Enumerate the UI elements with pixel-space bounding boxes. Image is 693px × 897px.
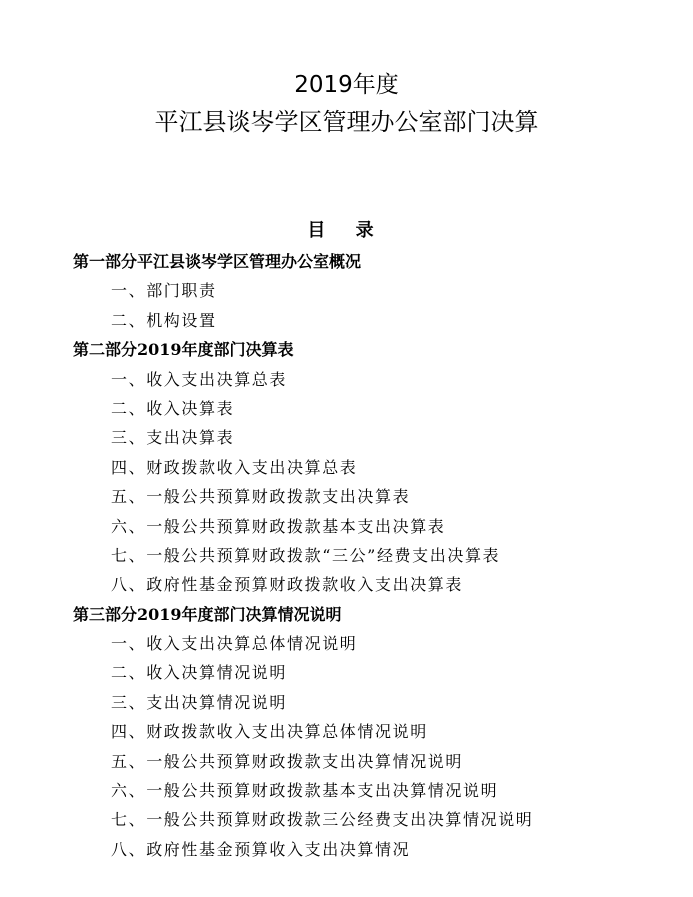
toc-item: 一、收入支出决算总表 (111, 369, 288, 389)
toc-item: 八、政府性基金预算财政拨款收入支出决算表 (111, 575, 464, 595)
toc-item: 二、收入决算情况说明 (111, 663, 288, 683)
toc-item: 六、一般公共预算财政拨款基本支出决算表 (111, 516, 446, 536)
toc-item: 八、政府性基金预算收入支出决算情况 (111, 839, 411, 859)
toc-item: 四、财政拨款收入支出决算总表 (111, 457, 358, 477)
toc-item: 三、支出决算表 (111, 428, 235, 448)
toc-part-2: 第二部分2019年度部门决算表 (73, 340, 294, 360)
table-of-contents (0, 247, 693, 864)
toc-item: 二、机构设置 (111, 310, 217, 330)
toc-part-1: 第一部分平江县谈岑学区管理办公室概况 (73, 252, 362, 271)
document-title: 平江县谈岑学区管理办公室部门决算 (154, 108, 539, 136)
toc-part-3: 第三部分2019年度部门决算情况说明 (73, 604, 342, 624)
toc-item: 五、一般公共预算财政拨款支出决算表 (111, 487, 411, 507)
toc-item: 四、财政拨款收入支出决算总体情况说明 (111, 722, 428, 742)
document-title-year: 2019年度 (294, 72, 399, 98)
toc-item: 五、一般公共预算财政拨款支出决算情况说明 (111, 751, 464, 771)
toc-item: 一、收入支出决算总体情况说明 (111, 634, 358, 654)
toc-item: 二、收入决算表 (111, 398, 235, 418)
toc-item: 三、支出决算情况说明 (111, 692, 288, 712)
toc-item: 一、部门职责 (111, 281, 217, 301)
toc-heading: 目 录 (307, 220, 386, 241)
toc-item: 七、一般公共预算财政拨款三公经费支出决算情况说明 (111, 810, 534, 830)
toc-item: 七、一般公共预算财政拨款“三公”经费支出决算表 (111, 545, 501, 565)
toc-item: 六、一般公共预算财政拨款基本支出决算情况说明 (111, 781, 499, 801)
